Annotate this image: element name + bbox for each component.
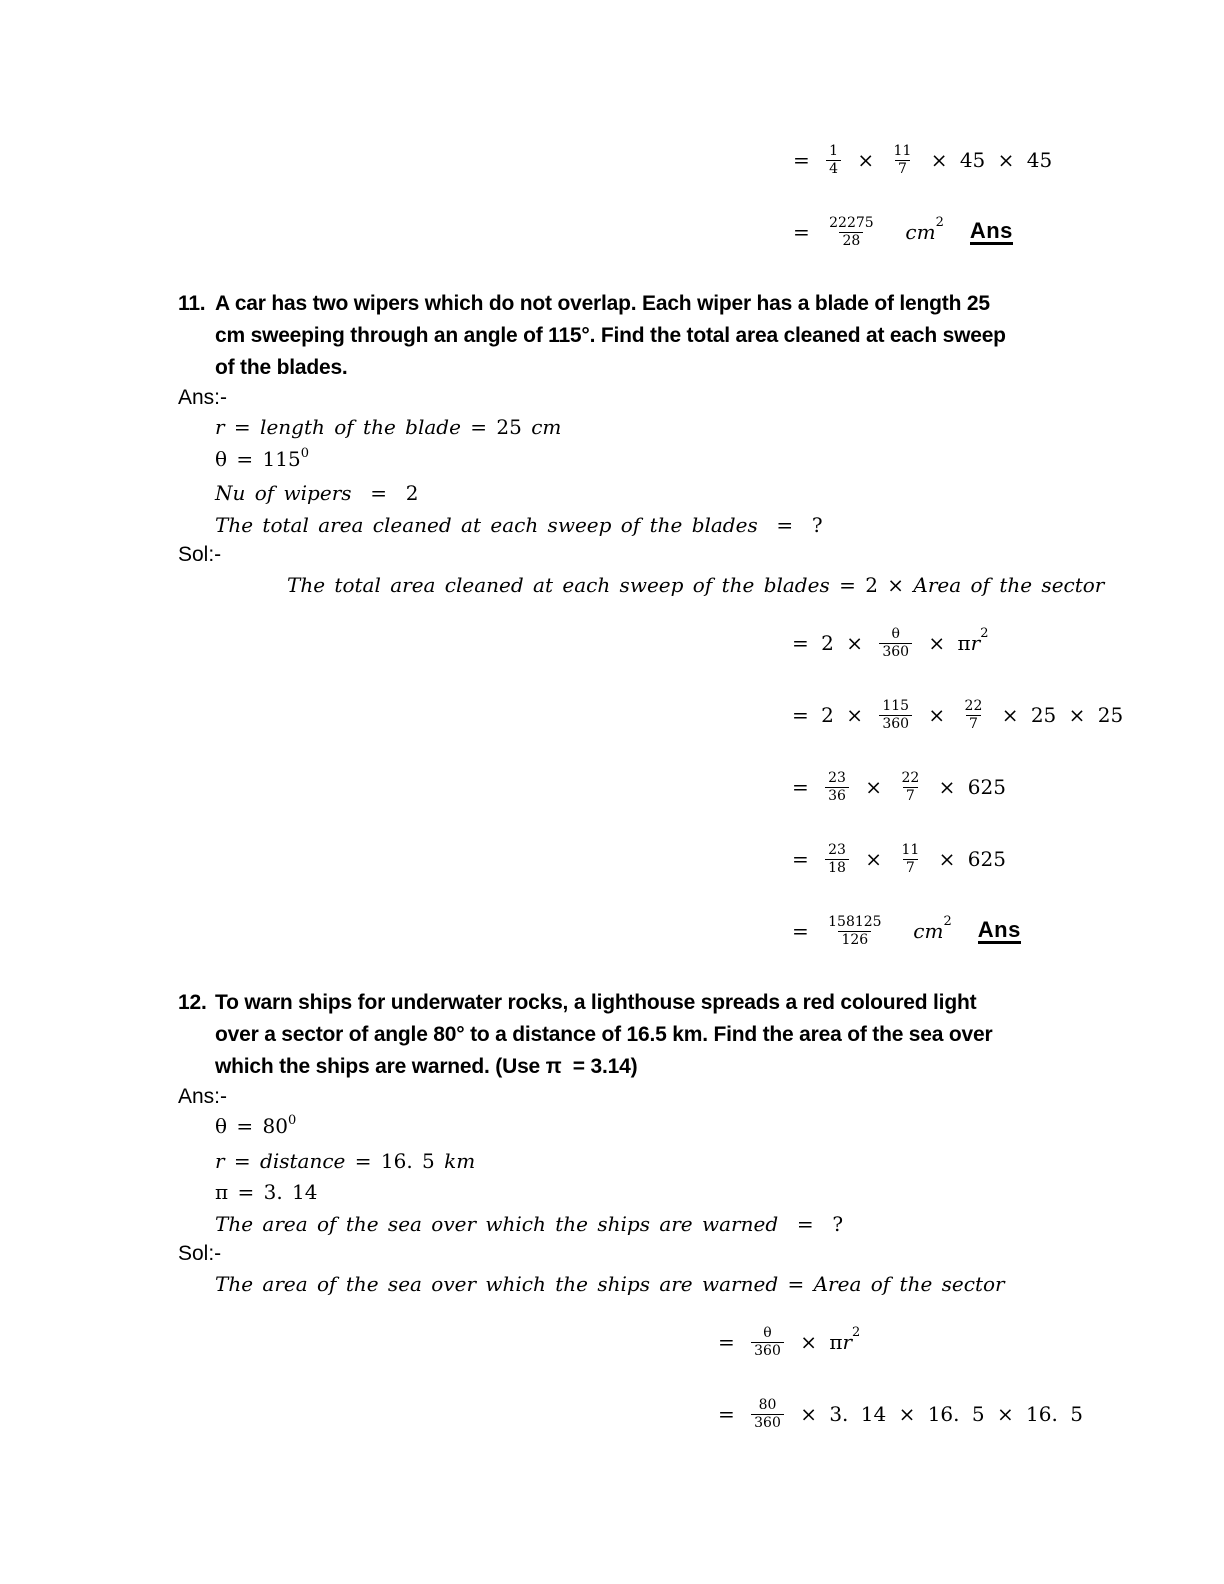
ans-label: Ans [978,918,1021,944]
fraction-numerator: 22 [964,698,983,715]
fraction-denominator: 7 [966,715,981,732]
math-fraction [825,842,849,875]
math-fraction [962,698,986,731]
equation-line [792,764,1224,810]
math-text: × π [787,1330,843,1354]
sol-heading: Sol:- [178,1242,222,1265]
math-text: × 25 × 25 [989,703,1124,727]
fraction-numerator: 23 [828,842,846,859]
math-fraction [898,842,922,875]
math-text: × [852,847,895,871]
fraction-numerator: 22275 [829,215,874,232]
math-text [881,220,906,244]
fraction-denominator: 360 [879,643,912,660]
math-text: = ? [757,512,823,537]
math-text: = [718,1402,748,1426]
math-text: The total area cleaned at each sweep of the blades [287,573,830,597]
given-line [215,1146,1224,1178]
superscript: 2 [935,214,944,230]
math-fraction [825,914,884,947]
question-12-block [0,987,1224,1437]
math-text: cm [531,415,562,439]
sol-heading: Sol:- [178,543,222,566]
equation-line [792,692,1224,738]
math-text: r [215,1148,225,1173]
fraction-denominator: 360 [751,1342,784,1359]
superscript: 2 [980,625,989,641]
superscript: 0 [287,1113,297,1128]
fraction-numerator: 158125 [828,914,882,931]
math-text: r [970,631,981,655]
ans-label: Ans [970,219,1013,245]
math-text: = [224,415,261,439]
math-text: π = 3. 14 [215,1180,318,1204]
question-text-line: which the ships are warned. (Use π = 3.14) [215,1055,638,1078]
math-fraction [891,143,915,176]
math-text: = [792,919,822,943]
given-line [215,1209,1224,1241]
math-text: = [778,1272,814,1296]
question-11-block [0,288,1224,954]
math-text: × π [916,631,971,655]
question-12-text [0,987,1224,1083]
math-fraction [751,1325,784,1358]
math-text: = [793,148,823,172]
math-fraction [826,143,841,176]
superscript: 2 [852,1324,861,1340]
math-fraction [879,698,912,731]
math-text: × 45 × 45 [918,148,1053,172]
math-text: = 2 × [792,703,876,727]
math-text: r [215,415,225,439]
fraction-denominator: 360 [751,1414,784,1431]
equation-line [793,209,1224,255]
fraction-numerator: 22 [901,770,920,787]
given-values [215,1111,1224,1240]
math-text: = 2 × [792,631,876,655]
math-text: = [792,775,822,799]
math-text: × 625 [926,775,1006,799]
equation-line [792,836,1224,882]
math-text: θ = 80 [215,1114,288,1138]
math-fraction [751,1397,784,1430]
given-line [215,510,1224,542]
fraction-denominator: 4 [826,160,841,177]
math-text: = [224,1148,261,1173]
math-text: distance [260,1148,346,1173]
given-line [215,1111,1224,1146]
fraction-denominator: 360 [879,715,912,732]
math-text: × [852,775,895,799]
math-text: Area of the sector [813,1272,1005,1296]
math-text: × [845,148,887,172]
superscript: 0 [300,445,309,461]
fraction-denominator: 28 [839,232,863,249]
fraction-numerator: 23 [828,770,846,787]
math-text: = 16. 5 [345,1148,445,1173]
question-11-number: 11. [178,292,206,315]
equation-line [718,1319,1224,1365]
fraction-denominator: 7 [895,160,910,177]
fraction-numerator: 1 [829,143,839,160]
math-text: The total area cleaned at each sweep of the blades [215,512,758,537]
solution-steps [0,1319,1224,1437]
math-text: r [842,1330,853,1354]
math-fraction [879,626,912,659]
given-line [215,412,1224,444]
math-text: = 25 [460,415,532,439]
math-text [889,919,914,943]
equation-line [792,620,1224,666]
equation-line [718,1391,1224,1437]
solution-intro [215,1268,1224,1300]
math-fraction [826,215,877,248]
math-text: cm [905,220,936,244]
math-text: = ? [778,1211,844,1236]
ans-heading: Ans:- [178,1085,228,1108]
equation-line [792,908,1224,954]
fraction-numerator: 115 [882,698,910,715]
question-text-line: To warn ships for underwater rocks, a lighthouse spreads a red coloured light [215,991,977,1014]
math-text: = [792,847,822,871]
math-text: The area of the sea over which the ships are warned [215,1211,779,1236]
math-fraction [898,770,922,803]
math-text: The area of the sea over which the ships are warned [215,1272,779,1296]
fraction-numerator: 11 [901,842,920,859]
given-line [215,444,1224,479]
ans-heading: Ans:- [178,386,228,409]
question-text-line: cm sweeping through an angle of 115°. Find the total area cleaned at each sweep [215,324,1006,347]
fraction-denominator: 18 [825,859,849,876]
math-fraction [825,770,849,803]
fraction-denominator: 7 [903,787,918,804]
given-values [215,412,1224,541]
math-text: = 2 [351,481,419,505]
fraction-denominator: 7 [903,859,918,876]
question-11-text [0,288,1224,384]
question-12-number: 12. [178,991,207,1014]
fraction-numerator: 11 [893,143,912,160]
math-text: km [444,1148,476,1173]
superscript: 2 [943,913,952,929]
question-text-line: A car has two wipers which do not overlap. Each wiper has a blade of length 25 [215,292,990,315]
question-text-line: of the blades. [215,356,348,379]
question-text-line: over a sector of angle 80° to a distance of 16.5 km. Find the area of the sea over [215,1023,993,1046]
math-text: × [916,703,958,727]
equation-line [793,137,1224,183]
fraction-denominator: 126 [838,931,871,948]
math-text: × 625 [926,847,1006,871]
math-text: θ = 115 [215,446,301,471]
math-text: Area of the sector [913,573,1105,597]
math-text: = [718,1330,748,1354]
solution-steps [0,620,1224,954]
given-line [215,478,1224,510]
given-line [215,1177,1224,1209]
carryover-solution-steps [0,0,1224,255]
math-text: = [793,220,823,244]
math-text: × 3. 14 × 16. 5 × 16. 5 [787,1402,1083,1426]
fraction-denominator: 36 [825,787,849,804]
fraction-numerator: 80 [758,1397,777,1414]
solution-intro [287,569,1224,601]
math-text: length of the blade [260,415,461,439]
fraction-numerator: θ [763,1325,772,1342]
math-text: Nu of wipers [215,481,352,505]
fraction-numerator: θ [891,626,900,643]
math-text: = 2 × [829,573,914,597]
math-text: cm [913,919,944,943]
